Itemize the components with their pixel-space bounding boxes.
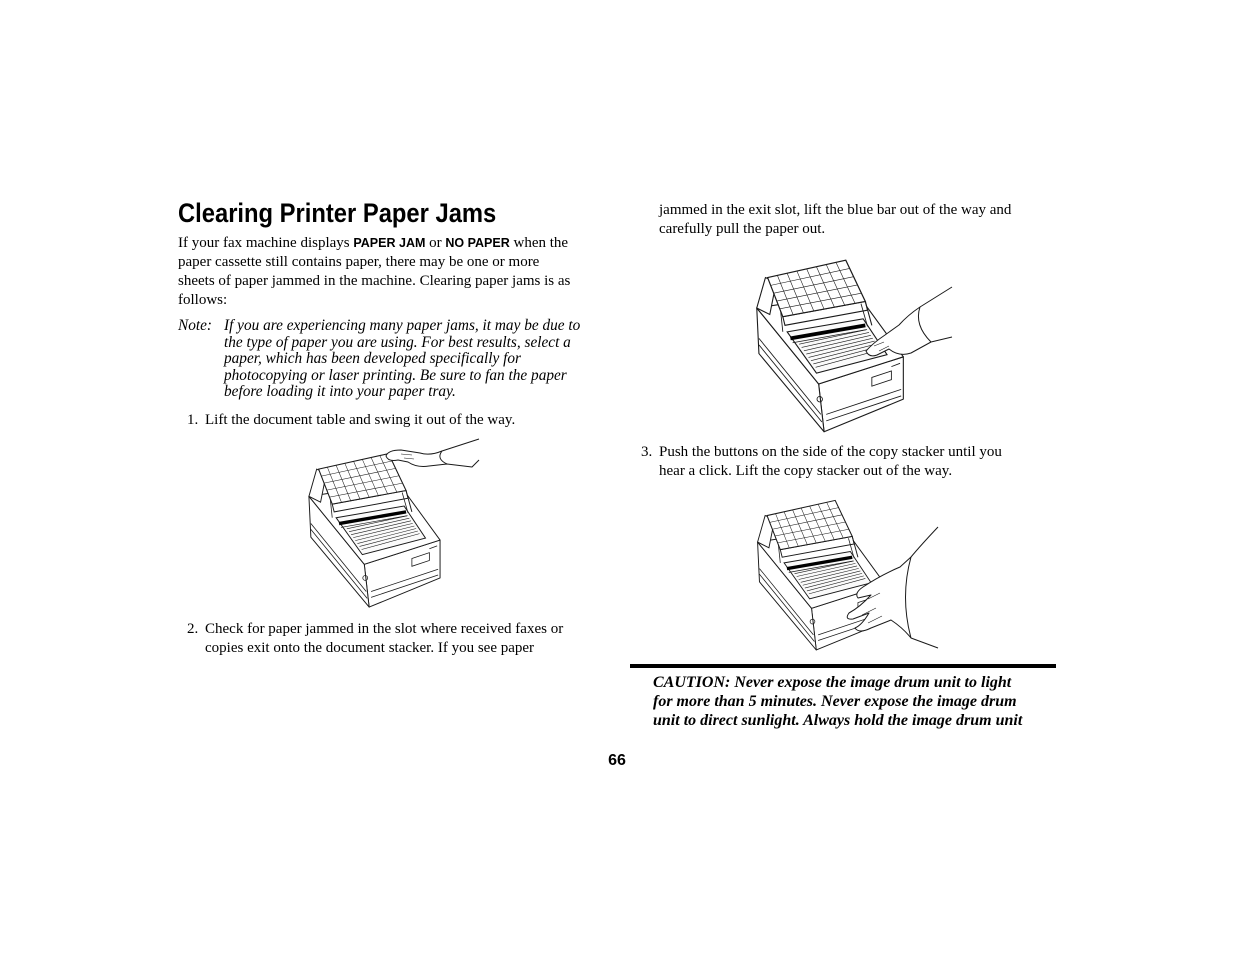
note-line: before loading it into your paper tray.: [224, 383, 456, 400]
step-line: hear a click. Lift the copy stacker out of the way.: [659, 463, 953, 479]
caution-divider: [630, 664, 1056, 668]
step-1-text: [205, 411, 515, 430]
page-number: 66: [608, 752, 626, 769]
fax-machine-illustration: [300, 438, 480, 610]
note-body: [224, 318, 580, 401]
step-3-number: 3.: [641, 444, 653, 460]
page-title-wrap: [178, 198, 540, 228]
step-2-continued: [659, 201, 1011, 239]
intro-text: when the: [509, 235, 569, 251]
fax-machine-drawing: [309, 454, 440, 607]
figure-remove-copy-stacker: [750, 487, 940, 653]
note-line: photocopying or laser printing. Be sure to fan the paper: [224, 366, 567, 384]
note-line: the type of paper you are using. For best results, select a: [224, 333, 571, 351]
figure-clear-exit-slot: [748, 245, 953, 435]
intro-line: [178, 234, 570, 253]
caution-line: unit to direct sunlight. Always hold the image drum unit: [653, 712, 1023, 729]
step-line: Lift the document table and swing it out of the way.: [205, 412, 516, 428]
step-line: jammed in the exit slot, lift the blue bar out of the way and: [659, 202, 1012, 218]
step-3-text: [659, 443, 1002, 481]
note-label: Note:: [178, 317, 212, 334]
intro-text: or: [425, 235, 446, 251]
step-line: carefully pull the paper out.: [659, 221, 826, 237]
step-line: Check for paper jammed in the slot where received faxes or: [205, 621, 564, 637]
caution-block: [653, 673, 1022, 730]
caution-line: CAUTION: Never expose the image drum unit to light: [653, 674, 1012, 691]
figure-lift-document-table: [300, 438, 480, 610]
intro-paragraph: [178, 234, 570, 310]
step-line: copies exit onto the document stacker. If you see paper: [205, 640, 535, 656]
display-code-paper-jam: PAPER JAM: [353, 236, 426, 250]
note-line: If you are experiencing many paper jams, it may be due to: [224, 317, 581, 334]
step-line: Push the buttons on the side of the copy stacker until you: [659, 444, 1002, 460]
hand-drawing: [866, 287, 952, 356]
intro-line: follows:: [178, 292, 228, 308]
intro-line: paper cassette still contains paper, there may be one or more: [178, 254, 540, 270]
fax-machine-illustration: [748, 245, 953, 435]
step-2-number: 2.: [187, 621, 199, 637]
fax-machine-illustration: [750, 487, 940, 653]
intro-line: sheets of paper jammed in the machine. Clearing paper jams is as: [178, 273, 571, 289]
hand-drawing: [386, 439, 479, 467]
note-line: paper, which has been developed specifically for: [224, 350, 521, 367]
step-2-text: [205, 620, 563, 658]
step-1-number: 1.: [187, 412, 199, 428]
page-title: Clearing Printer Paper Jams: [178, 198, 497, 228]
display-code-no-paper: NO PAPER: [445, 236, 510, 250]
intro-text: If your fax machine displays: [178, 235, 354, 251]
caution-line: for more than 5 minutes. Never expose the image drum: [653, 693, 1017, 710]
